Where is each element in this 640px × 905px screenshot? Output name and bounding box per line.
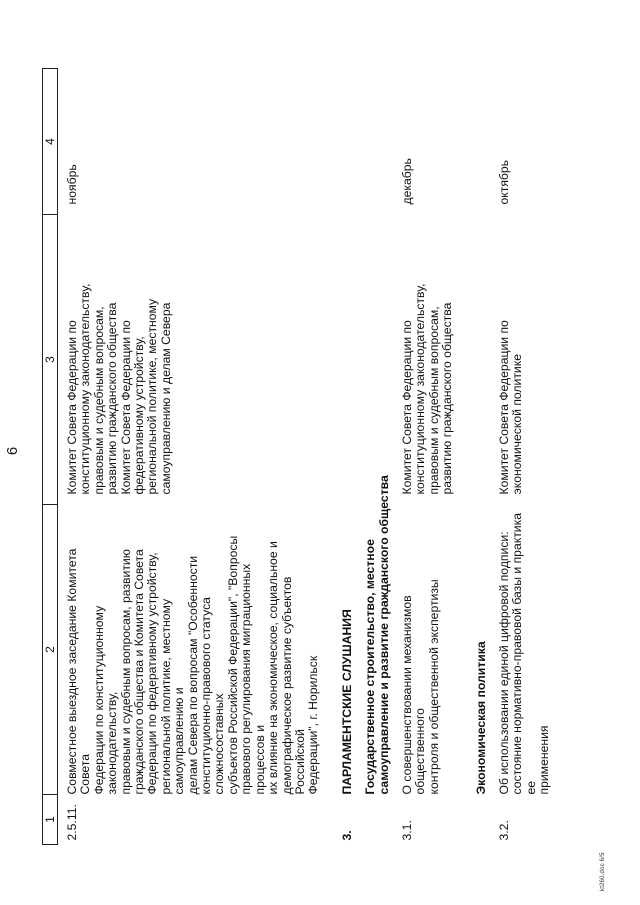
section-number: 3. xyxy=(339,830,354,841)
col-header-3: 3 xyxy=(43,215,58,505)
item-number: 3.1. xyxy=(399,820,414,841)
responsible-committees xyxy=(401,215,455,505)
item-number: 2.5.11. xyxy=(65,804,79,841)
subsection-row xyxy=(364,69,391,845)
text-line: их влияние на экономическое, социальное и xyxy=(266,541,281,795)
col-header-1: 1 xyxy=(43,795,58,845)
item-number: 3.2. xyxy=(496,820,511,841)
text-line: субъектов Российской Федерации", "Вопросы xyxy=(225,535,240,795)
page-number: 6 xyxy=(4,446,21,456)
text-line: правовым и судебным вопросам, xyxy=(91,306,106,495)
text-line: правовым и судебным вопросам, развитию xyxy=(118,549,133,795)
text-line: Комитет Совета Федерации по xyxy=(118,320,133,495)
plan-table xyxy=(42,68,552,845)
table-header-row xyxy=(43,69,58,845)
text-line: самоуправление и развитие гражданского общества xyxy=(376,475,391,795)
text-line: самоуправлению и делам Севера xyxy=(158,302,173,495)
text-line: конституционному законодательству, xyxy=(413,283,428,495)
responsible-committees xyxy=(58,215,321,505)
text-line: региональной политике, местному самоуправлению и xyxy=(158,598,187,795)
text-line: Федерации по конституционному законодательству, xyxy=(91,605,120,795)
text-line: развитию гражданского общества xyxy=(105,302,120,495)
text-line: применения xyxy=(537,725,552,795)
text-line: развитию гражданского общества xyxy=(440,302,455,495)
text-line: демографическое развитие субъектов Российской xyxy=(279,576,307,795)
text-line: Федерации", г. Норильск xyxy=(306,655,321,795)
text-line: конституционному законодательству, xyxy=(78,283,93,495)
text-line: Государственное строительство, местное xyxy=(363,539,378,795)
term: октябрь xyxy=(496,159,511,205)
term: ноябрь xyxy=(65,164,79,205)
event-description xyxy=(58,505,321,795)
term: декабрь xyxy=(399,158,414,205)
text-line: гражданского общества и Комитета Совета xyxy=(132,549,147,795)
table-row xyxy=(401,69,455,845)
text-line: экономической политике xyxy=(510,354,525,495)
text-line: конституционно-правового статуса сложносоставных xyxy=(199,597,227,795)
text-line: региональной политике, местному xyxy=(145,298,160,495)
event-description xyxy=(498,505,552,795)
text-line: контроля и общественной экспертизы xyxy=(426,579,441,795)
text-line: Совместное выездное заседание Комитета Совета xyxy=(65,548,93,795)
col-header-4: 4 xyxy=(43,69,58,215)
file-stamp: kt260.doc 6/5 xyxy=(600,852,606,891)
text-line: состояние нормативно-правовой базы и практика ее xyxy=(510,513,538,795)
subsection-title xyxy=(364,215,391,795)
section-title: ПАРЛАМЕНТСКИЕ СЛУШАНИЯ xyxy=(339,609,354,795)
text-line: правовым и судебным вопросам, xyxy=(426,306,441,495)
event-description xyxy=(401,505,455,795)
text-line: правового регулирования миграционных процессов и xyxy=(239,563,267,795)
text-line: Комитет Совета Федерации по xyxy=(496,320,511,495)
text-line: федеративному устройству, xyxy=(132,336,147,495)
table-row xyxy=(498,69,552,845)
text-line: Комитет Совета Федерации по xyxy=(65,320,79,495)
text-line: Комитет Совета Федерации по xyxy=(399,320,414,495)
text-line: делам Севера по вопросам "Особенности xyxy=(185,555,200,795)
section-row xyxy=(341,69,354,845)
subsection-row xyxy=(475,69,488,845)
table-row xyxy=(58,69,321,845)
responsible-committees xyxy=(498,215,552,505)
text-line: О совершенствовании механизмов общественного xyxy=(399,595,428,795)
col-header-2: 2 xyxy=(43,505,58,795)
text-line: Федерации по федеративному устройству, xyxy=(145,552,160,795)
text-line: Об использовании единой цифровой подписи: xyxy=(496,531,511,795)
subsection-title: Экономическая политика xyxy=(473,641,488,795)
